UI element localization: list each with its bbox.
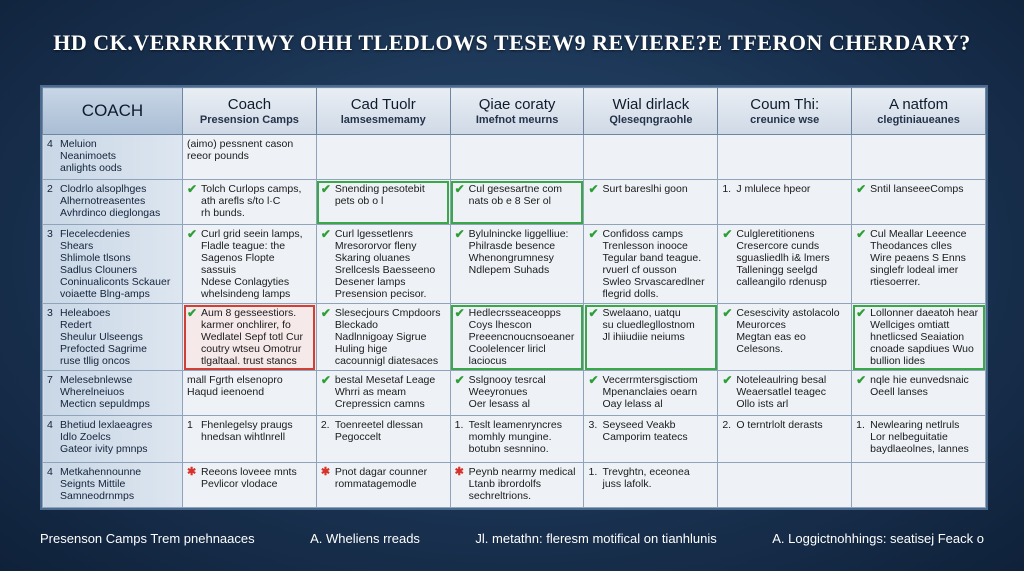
table-header-row xyxy=(43,88,986,135)
row-number: 4 xyxy=(47,138,53,150)
table-cell xyxy=(584,371,718,416)
checkmark-icon: ✔ xyxy=(856,373,867,387)
cell-text: (aimo) pessnent cason reeor pounds xyxy=(187,138,294,162)
footer-item: A. Loggictnohhings: seatisej Feack o xyxy=(772,531,984,546)
table-cell xyxy=(450,180,584,225)
cell-text: Surt bareslhi goon xyxy=(602,183,688,195)
cell-text: bestal Mesetaf Leage Whrri as meam Crepressicn camns xyxy=(334,374,436,410)
checkmark-icon: ✔ xyxy=(454,182,465,196)
cell-number: 1 xyxy=(187,419,193,431)
cell-text: mall Fgrth elsenopro Haqud ieenoend xyxy=(187,374,283,398)
footer-legend xyxy=(40,531,984,546)
row-header-label: Metkahennounne Seignts Mittile Samneodrnmps xyxy=(60,466,142,502)
row-number: 4 xyxy=(47,466,53,478)
cell-text: Fhenlegelsy praugs hnedsan wihtlnrell xyxy=(201,419,293,443)
cell-number: 1. xyxy=(722,183,732,195)
cell-number: 1. xyxy=(588,466,598,478)
table-cell xyxy=(316,463,450,508)
table-cell xyxy=(584,180,718,225)
checkmark-icon: ✔ xyxy=(454,373,465,387)
row-header xyxy=(43,463,183,508)
cell-text: Sntil lanseeeComps xyxy=(870,183,964,195)
column-header-title: Cad Tuolr xyxy=(350,95,416,113)
checkmark-icon: ✔ xyxy=(187,227,198,241)
table-cell xyxy=(584,304,718,371)
cell-text: Culgleretitionens Cresercore cunds sguasliedlh i& lmers Talleningg seelgd calleangilo rdenusp xyxy=(736,228,830,288)
table-cell xyxy=(183,304,317,371)
cell-text: Sslgnooy tesrcal Weeyronues Oer lesass al xyxy=(468,374,546,410)
cell-text: Vecerrmtersgisctiom Mpenanclaies oearn Oay lelass al xyxy=(602,374,698,410)
cell-text: Curl grid seein lamps, Fladle teague: the Sagenos Flopte sassuis Ndese Conlagyties whelsindeng lamps xyxy=(201,228,303,300)
cell-number: 2. xyxy=(722,419,732,431)
cell-text: Snending pesotebit pets ob o l xyxy=(334,183,425,207)
column-header xyxy=(584,88,718,135)
table-row xyxy=(43,416,986,463)
cell-number: 1. xyxy=(856,419,865,431)
table-cell xyxy=(852,225,986,304)
row-header-label: Melesebnlewse Wherelneiuos Mecticn sepuldmps xyxy=(60,374,150,410)
table-cell xyxy=(450,416,584,463)
checkmark-icon: ✔ xyxy=(722,227,733,241)
table-cell xyxy=(450,371,584,416)
table-cell xyxy=(450,304,584,371)
cell-text: Cul gesesartne com nats ob e 8 Ser ol xyxy=(468,183,563,207)
cell-text: J mlulece hpeor xyxy=(736,183,811,195)
column-header-subtitle: Presension Camps xyxy=(199,113,299,126)
cell-text: Peynb nearmy medical Ltanb ibrordolfs sechreltrions. xyxy=(468,466,576,502)
table-cell xyxy=(852,304,986,371)
checkmark-icon: ✔ xyxy=(320,373,331,387)
row-number: 7 xyxy=(47,374,53,386)
checkmark-icon: ✔ xyxy=(320,182,331,196)
column-header-title: A natfom xyxy=(888,95,949,113)
column-header-subtitle: creunice wse xyxy=(750,113,820,126)
row-header-label: Heleaboes Redert Sheulur Ulseengs Prefocted Sagrime ruse tllig oncos xyxy=(60,307,147,367)
cell-text: Lollonner daeatoh hear Wellciges omtiatt hnetlicsed Seaiation cnoade sapdiues Wuo bullion lides xyxy=(870,307,979,367)
table-cell xyxy=(852,135,986,180)
row-header-label: Clodrlo alsoplhges Alhernotreasentes Avhrdinco dieglongas xyxy=(60,183,161,219)
checkmark-icon: ✔ xyxy=(856,306,867,320)
table-cell xyxy=(718,180,852,225)
table-row xyxy=(43,135,986,180)
checkmark-icon: ✔ xyxy=(588,227,599,241)
table-cell xyxy=(718,135,852,180)
table-cell xyxy=(316,180,450,225)
checkmark-icon: ✔ xyxy=(588,182,599,196)
checkmark-icon: ✔ xyxy=(320,306,331,320)
table-row xyxy=(43,180,986,225)
column-header-coach xyxy=(43,88,183,135)
table-cell xyxy=(183,180,317,225)
checkmark-icon: ✔ xyxy=(187,182,198,196)
footer-item: A. Wheliens rreads xyxy=(310,531,420,546)
cell-text: Cesescivity astolacolo Meurorces Megtan eas eo Celesons. xyxy=(736,307,840,355)
comparison-table xyxy=(40,85,988,510)
cell-text: Teslt leamenryncres momhly mungine. botubn sesnnino. xyxy=(468,419,563,455)
checkmark-icon: ✔ xyxy=(454,227,465,241)
row-header-label: Bhetiud lexlaeagres Idlo Zoelcs Gateor ivity pmnps xyxy=(60,419,153,455)
table-cell xyxy=(718,304,852,371)
table-cell xyxy=(183,371,317,416)
table-row xyxy=(43,225,986,304)
row-header-label: Meluion Neanimoets anlights oods xyxy=(60,138,122,174)
table-cell xyxy=(316,304,450,371)
footer-item: Presenson Camps Trem pnehnaaces xyxy=(40,531,255,546)
row-header xyxy=(43,304,183,371)
cell-text: Newlearing netlruls Lor nelbeguitatie baydlaeolnes, lannes xyxy=(870,419,969,455)
checkmark-icon: ✔ xyxy=(722,306,733,320)
cell-text: nqle hie eunvedsnaic Oeell lanses xyxy=(870,374,969,398)
row-header xyxy=(43,135,183,180)
cell-text: Cul Meallar Leeence Theodances clles Wire peaens S Enns singlefr lodeal imer rtiesoerrer. xyxy=(870,228,967,288)
table-row xyxy=(43,463,986,508)
checkmark-icon: ✔ xyxy=(454,306,465,320)
column-header-title: COACH xyxy=(81,101,144,120)
table-cell xyxy=(450,135,584,180)
table-cell xyxy=(852,180,986,225)
table-cell xyxy=(584,463,718,508)
cell-text: Bylulnincke liggelliue: Philrasde besence Whenongrumnesy Ndlepem Suhads xyxy=(468,228,569,276)
cell-text: Hedlecrsseaceopps Coys lhescon Preeencnoucnsoeaner Coolelencer liricl laciocus xyxy=(468,307,575,367)
row-number: 4 xyxy=(47,419,53,431)
row-header-label: Flecelecdenies Shears Shlimole tlsons Sadlus Clouners Coninualiconts Sckauer voiaette Blng-amps xyxy=(60,228,171,300)
row-header xyxy=(43,371,183,416)
table-cell xyxy=(316,225,450,304)
asterisk-icon: ✱ xyxy=(320,466,331,478)
row-header xyxy=(43,416,183,463)
checkmark-icon: ✔ xyxy=(856,227,867,241)
cell-text: Tolch Curlops camps, ath arefls s/to l·C rh bunds. xyxy=(201,183,302,219)
cell-text: Curl lgessetlenrs Mresororvor fleny Skaring oluanes Srellcesls Baesseeno Desener lamps Presension pecisor. xyxy=(334,228,436,300)
cell-text: Swelaano, uatqu su cluedlegllostnom Jl ihiiudiie neiums xyxy=(602,307,695,343)
table-cell xyxy=(852,463,986,508)
cell-text: Pnot dagar counner rommatagemodle xyxy=(334,466,428,490)
table-cell xyxy=(183,225,317,304)
cell-number: 2. xyxy=(320,419,330,431)
asterisk-icon: ✱ xyxy=(187,466,197,478)
checkmark-icon: ✔ xyxy=(588,306,599,320)
column-header-title: Coach xyxy=(227,95,272,113)
column-header xyxy=(852,88,986,135)
table-cell xyxy=(183,135,317,180)
asterisk-icon: ✱ xyxy=(454,466,464,478)
column-header-subtitle: clegtiniaueanes xyxy=(877,113,960,126)
checkmark-icon: ✔ xyxy=(320,227,331,241)
table-cell xyxy=(852,371,986,416)
table-cell xyxy=(450,463,584,508)
table-cell xyxy=(183,416,317,463)
cell-number: 1. xyxy=(454,419,464,431)
table-row xyxy=(43,371,986,416)
table-row xyxy=(43,304,986,371)
cell-text: Trevghtn, eceonea juss lafolk. xyxy=(602,466,690,490)
column-header-subtitle: lamsesmemamy xyxy=(340,113,426,126)
table-cell xyxy=(450,225,584,304)
page-title: HD CK.VERRRKTIWY OHH TLEDLOWS TESEW9 REVIERE?E TFERON CHERDARY? xyxy=(53,30,971,55)
column-header xyxy=(183,88,317,135)
checkmark-icon: ✔ xyxy=(187,306,198,320)
table-cell xyxy=(584,416,718,463)
table-cell xyxy=(718,225,852,304)
table-cell xyxy=(183,463,317,508)
row-number: 3 xyxy=(47,307,53,319)
cell-text: Aum 8 gesseestiors. karmer onchlirer, fo Wedlatel Sepf totl Cur coutry wtseu Omotrur tlgaltaal. trust stancs xyxy=(201,307,303,367)
column-header-subtitle: Imefnot meurns xyxy=(475,113,559,126)
column-header-title: Wial dirlack xyxy=(612,95,690,113)
footer-item: Jl. metathn: fleresm motifical on tianhlunis xyxy=(475,531,717,546)
cell-text: Noteleaulring besal Weaersatlel teagec Ollo ists arl xyxy=(736,374,827,410)
cell-text: O terntrlolt derasts xyxy=(736,419,823,431)
row-header xyxy=(43,180,183,225)
cell-text: Reeons loveee mnts Pevlicor vlodace xyxy=(201,466,297,490)
row-header xyxy=(43,225,183,304)
table-cell xyxy=(316,416,450,463)
table-cell xyxy=(852,416,986,463)
column-header xyxy=(450,88,584,135)
table-cell xyxy=(718,463,852,508)
column-header-subtitle: Qleseqngraohle xyxy=(609,113,693,126)
column-header-title: Qiae coraty xyxy=(478,95,556,113)
cell-text: Seyseed Veakb Camporim teatecs xyxy=(602,419,688,443)
row-number: 3 xyxy=(47,228,53,240)
cell-text: Slesecjours Cmpdoors Bleckado Nadlnnigoay Sigrue Huling hige cacounnigl diatesaces xyxy=(334,307,441,367)
table-cell xyxy=(718,416,852,463)
checkmark-icon: ✔ xyxy=(722,373,733,387)
table-cell xyxy=(584,135,718,180)
table-cell xyxy=(316,371,450,416)
cell-text: Toenreetel dlessan Pegoccelt xyxy=(334,419,423,443)
table-cell xyxy=(316,135,450,180)
column-header xyxy=(316,88,450,135)
column-header-title: Coum Thi: xyxy=(750,95,820,113)
cell-text: Confidoss camps Trenlesson inooce Tegular band teague. rvuerl cf ousson Swleo Srvascaredlner flegrid dolls. xyxy=(602,228,705,300)
column-header xyxy=(718,88,852,135)
table-cell xyxy=(584,225,718,304)
checkmark-icon: ✔ xyxy=(856,182,867,196)
cell-number: 3. xyxy=(588,419,598,431)
row-number: 2 xyxy=(47,183,53,195)
checkmark-icon: ✔ xyxy=(588,373,599,387)
table-cell xyxy=(718,371,852,416)
